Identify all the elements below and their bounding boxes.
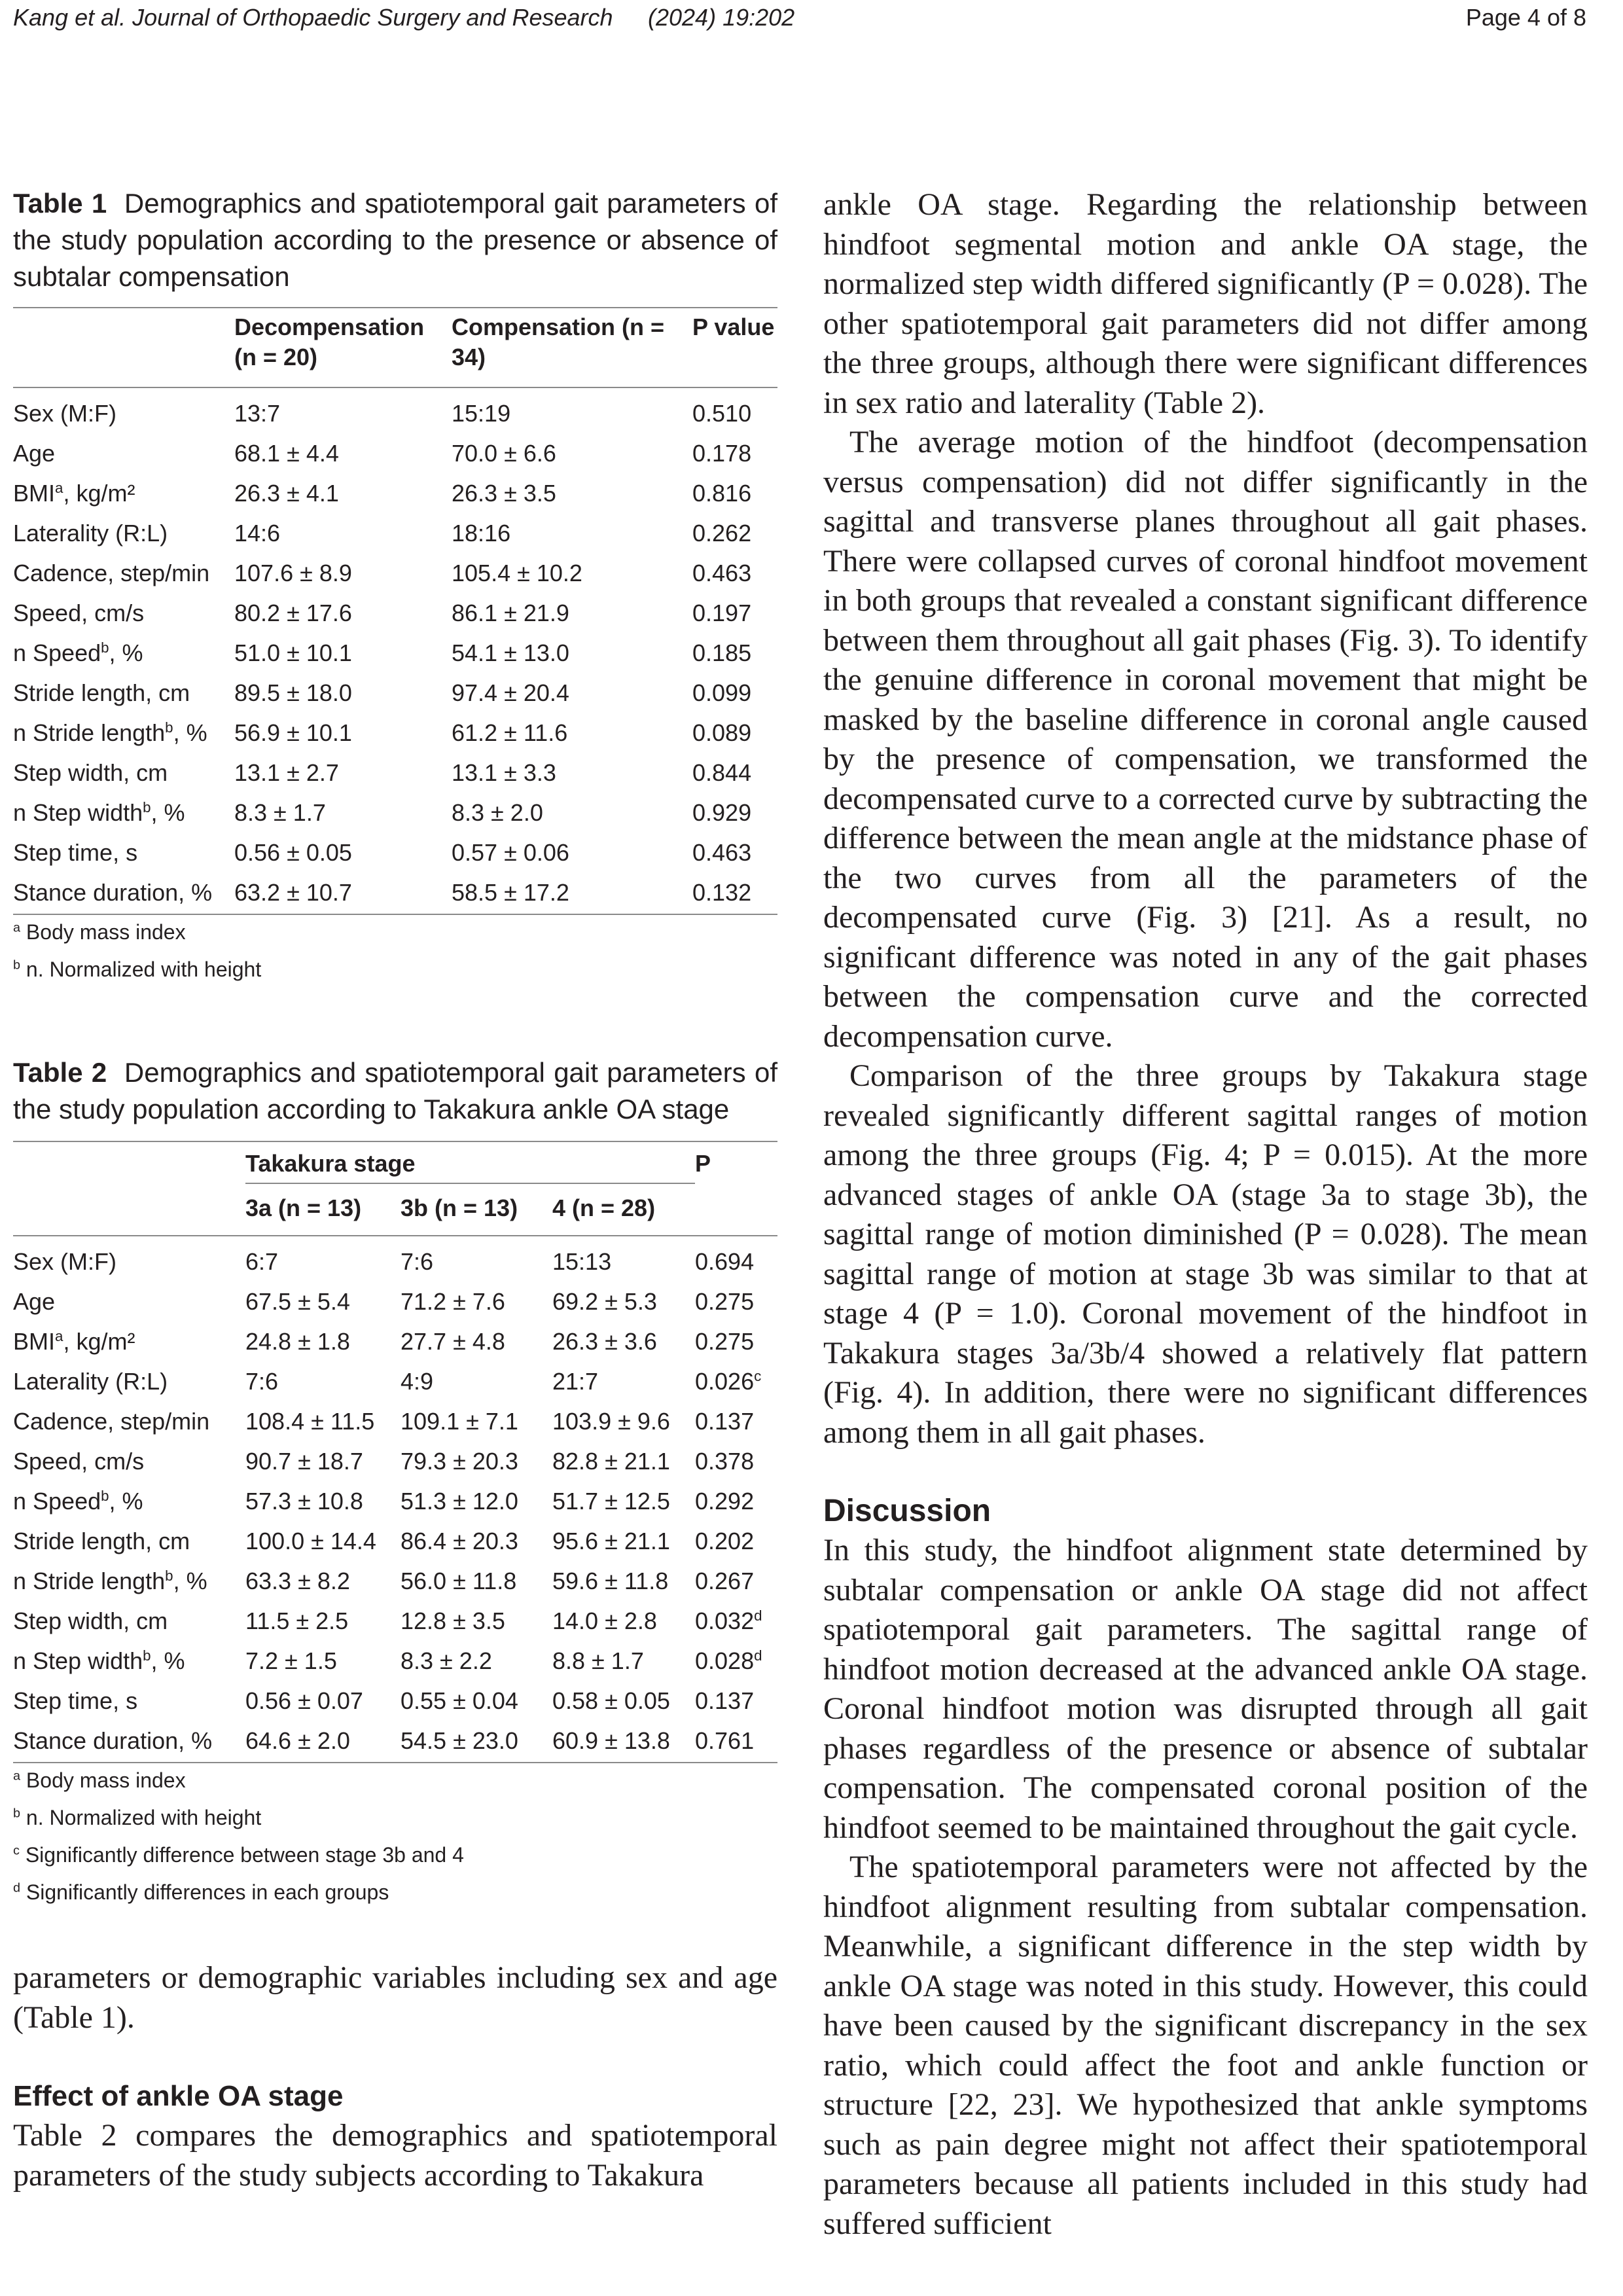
table1-row [13,473,777,513]
running-head-journal: Kang et al. Journal of Orthopaedic Surgery and Research [13,4,613,31]
footnote-text: Significantly difference between stage 3b and 4 [25,1843,464,1867]
table1-cell-a: 80.2 ± 17.6 [234,600,352,626]
table1-x-param-cell [13,473,234,513]
table1-cell-p [692,753,777,793]
table1-x-param-cell [13,633,234,673]
table1-row [13,513,777,553]
table2-cell-a: 64.6 ± 2.0 [245,1727,350,1754]
table1-cell-a: 63.2 ± 10.7 [234,879,352,906]
table2-cell-b: 4:9 [401,1368,434,1395]
table2-x-param-cell [13,1361,245,1401]
footnote-text: Significantly differences in each groups [26,1880,389,1904]
table1-cell-b: 70.0 ± 6.6 [452,440,556,467]
table1-cell-a: 13:7 [234,400,281,427]
table2-footnote [13,1837,777,1874]
p-value: 0.844 [692,759,752,786]
table2-cell-a: 57.3 ± 10.8 [245,1488,363,1515]
table2-cell-c: 14.0 ± 2.8 [552,1607,657,1634]
p-value: 0.137 [695,1687,755,1714]
table2-cell-b: 79.3 ± 20.3 [401,1448,518,1475]
table1-cell-a: 13.1 ± 2.7 [234,759,339,786]
table2-cell-c: 95.6 ± 21.1 [552,1528,670,1554]
table2-x-param-cell [13,1236,245,1282]
table2-cell-a: 11.5 ± 2.5 [245,1607,349,1634]
footnote-mark: b [13,1806,21,1821]
left-continuation-paragraph: parameters or demographic variables including sex and age (Table 1). [13,1960,777,2035]
table2-cell-b: 51.3 ± 12.0 [401,1488,518,1515]
p-value: 0.463 [692,839,752,866]
param-name: n Step width [13,1647,143,1674]
param-unit: , % [151,1647,185,1674]
table2-cell-p [695,1361,777,1401]
table1-cell-b: 15:19 [452,400,511,427]
table1-cell-b: 0.57 ± 0.06 [452,839,569,866]
table2-x-param-cell [13,1601,245,1641]
p-value: 0.132 [692,879,752,906]
param-name: Stance duration, % [13,879,213,906]
table2-row [13,1441,777,1481]
table1-col-header-compensation: Compensation (n = 34) [452,314,665,370]
table1-x-param-cell [13,833,234,872]
table2-cell-c: 82.8 ± 21.1 [552,1448,670,1475]
table1-cell-p [692,713,777,753]
table2-body [13,1236,777,1762]
param-unit: , % [109,639,143,666]
table1-cell-p [692,633,777,673]
table2-cell-p [695,1401,777,1441]
table2-x-param-cell [13,1641,245,1681]
param-name: Age [13,440,56,467]
table2-cell-p [695,1441,777,1481]
left-column [13,185,777,2195]
table2-x-param-cell [13,1321,245,1361]
p-value: 0.510 [692,400,752,427]
footnote-marker: b [101,1488,109,1504]
param-unit: , kg/m² [63,1328,135,1355]
table1-cell-b: 105.4 ± 10.2 [452,560,582,586]
table1-caption [13,185,777,295]
table1-cell-a: 89.5 ± 18.0 [234,679,352,706]
paragraph-discussion-summary: In this study, the hindfoot alignment state determined by subtalar compensation or ankle OA stage did not affect spatiotemporal gait parameters. The sagittal range of hindfoot motion decreased at the advanced ankle OA stage. Coronal hindfoot motion was disrupted through all gait phases regardless of the presence or absence of subtalar compensation. The compensated coronal position of the hindfoot seemed to be maintained throughout the gait cycle. [823,1533,1588,1845]
table1 [13,308,777,914]
table2-subheader-row [13,1183,777,1236]
paragraph-spatiotemporal: The spatiotemporal parameters were not affected by the hindfoot alignment resulting from subtalar compensation. Meanwhile, a significant difference in the step width by ankle OA stage was noted in this study. However, this could have been caused by the significant discrepancy in the sex ratio, which could affect the foot and ankle function or structure [22, 23]. We hypothesized that ankle symptoms such as pain degree might not affect their spatiotemporal parameters because all patients included in this study had suffered sufficient [823,1850,1588,2241]
param-name: Speed, cm/s [13,600,145,626]
param-unit: , kg/m² [63,480,135,507]
table2-x-param-cell [13,1282,245,1321]
table2-cell-a: 63.3 ± 8.2 [245,1568,350,1594]
table1-row [13,553,777,593]
table2-cell-b: 27.7 ± 4.8 [401,1328,505,1355]
table1-row [13,753,777,793]
p-value: 0.099 [692,679,752,706]
p-footnote-marker: c [754,1368,762,1384]
table1-cell-b: 58.5 ± 17.2 [452,879,569,906]
footnote-marker: b [143,1647,151,1664]
table1-cell-p [692,793,777,833]
param-name: Step time, s [13,839,138,866]
p-value: 0.026 [695,1368,755,1395]
p-value: 0.089 [692,719,752,746]
p-value: 0.028 [695,1647,755,1674]
table2-row [13,1681,777,1721]
table2-row [13,1521,777,1561]
table1-cell-p [692,553,777,593]
footnote-mark: d [13,1880,21,1895]
page-number: Page 4 of 8 [1465,4,1586,31]
table1-x-param-cell [13,387,234,433]
table2-cell-c: 60.9 ± 13.8 [552,1727,670,1754]
footnote-text: Body mass index [26,1768,186,1792]
table1-cell-p [692,833,777,872]
param-name: n Stride length [13,1568,166,1594]
table2-x-param-cell [13,1721,245,1762]
table1-row [13,833,777,872]
table1-x-param-cell [13,753,234,793]
table2-group-header-row [13,1142,777,1183]
table2-row [13,1401,777,1441]
param-unit: , % [151,799,185,826]
table2-cell-a: 100.0 ± 14.4 [245,1528,376,1554]
table2-x-param-cell [13,1401,245,1441]
table2-cell-c: 26.3 ± 3.6 [552,1328,657,1355]
table2-cell-a: 108.4 ± 11.5 [245,1408,375,1435]
param-name: Stance duration, % [13,1727,213,1754]
table1-row [13,433,777,473]
param-name: n Step width [13,799,143,826]
table2-row [13,1282,777,1321]
table2-cell-p [695,1641,777,1681]
table1-col-header-param [13,308,234,387]
table1-cell-a: 14:6 [234,520,281,547]
table1-cell-p [692,433,777,473]
param-name: BMI [13,1328,56,1355]
footnote-mark: b [13,958,21,973]
table2-row [13,1601,777,1641]
table1-footnote [13,951,777,988]
table1-x-param-cell [13,433,234,473]
table2-cell-p [695,1236,777,1282]
footnote-mark: c [13,1843,20,1858]
table1-x-param-cell [13,593,234,633]
table2-cell-c: 69.2 ± 5.3 [552,1288,657,1315]
table2-cell-c: 103.9 ± 9.6 [552,1408,670,1435]
table2-row [13,1641,777,1681]
param-name: Cadence, step/min [13,560,210,586]
page-header [13,4,1586,41]
p-value: 0.463 [692,560,752,586]
table1-cell-b: 8.3 ± 2.0 [452,799,543,826]
table2-cell-c: 59.6 ± 11.8 [552,1568,669,1594]
footnote-marker: b [101,639,109,656]
param-name: BMI [13,480,56,507]
footnote-text: n. Normalized with height [26,958,262,981]
discussion-heading: Discussion [823,1494,991,1528]
table2-cell-p [695,1321,777,1361]
table1-x-param-cell [13,673,234,713]
table2-x-param-cell [13,1441,245,1481]
footnote-text: n. Normalized with height [26,1806,262,1829]
footnote-mark: a [13,920,21,935]
table2-cell-p [695,1681,777,1721]
table2-cell-a: 67.5 ± 5.4 [245,1288,350,1315]
table1-x-param-cell [13,872,234,914]
table1-header-row [13,308,777,387]
table2-row [13,1561,777,1601]
table1-cell-a: 26.3 ± 4.1 [234,480,339,507]
table1-cell-b: 18:16 [452,520,511,547]
table1-row [13,633,777,673]
subheading-effect-of-ankle-oa-stage: Effect of ankle OA stage [13,2080,344,2112]
left-paragraph-table2: Table 2 compares the demographics and spatiotemporal parameters of the study subjects according to Takakura [13,2118,777,2193]
table2-cell-a: 6:7 [245,1248,279,1275]
param-name: Sex (M:F) [13,1248,116,1275]
table2-cell-b: 7:6 [401,1248,434,1275]
table2-caption-text: Demographics and spatiotemporal gait parameters of the study population according to Takakura ankle OA stage [13,1057,777,1124]
table1-col-header-pvalue: P value [692,314,775,340]
table1-cell-p [692,593,777,633]
table1-cell-b: 97.4 ± 20.4 [452,679,569,706]
table1-cell-p [692,387,777,433]
table2-cell-b: 0.55 ± 0.04 [401,1687,518,1714]
running-head-citation: (2024) 19:202 [648,4,795,31]
param-unit: , % [109,1488,143,1515]
p-value: 0.032 [695,1607,755,1634]
p-value: 0.292 [695,1488,755,1515]
p-value: 0.178 [692,440,752,467]
table2-row [13,1236,777,1282]
table2-cell-a: 90.7 ± 18.7 [245,1448,363,1475]
p-value: 0.275 [695,1328,755,1355]
param-name: Sex (M:F) [13,400,116,427]
table2-x-param-cell [13,1561,245,1601]
p-value: 0.378 [695,1448,755,1475]
p-value: 0.197 [692,600,752,626]
table2-col-header-3b: 3b (n = 13) [401,1183,552,1236]
table2-cell-a: 0.56 ± 0.07 [245,1687,363,1714]
footnote-marker: b [165,1568,173,1584]
table1-row [13,387,777,433]
table2-cell-a: 7.2 ± 1.5 [245,1647,337,1674]
table2-cell-c: 0.58 ± 0.05 [552,1687,670,1714]
p-value: 0.816 [692,480,752,507]
table2-row [13,1481,777,1521]
table1-x-param-cell [13,793,234,833]
table1-cell-b: 61.2 ± 11.6 [452,719,568,746]
table2-cell-b: 8.3 ± 2.2 [401,1647,492,1674]
table2-cell-a: 7:6 [245,1368,279,1395]
p-value: 0.275 [695,1288,755,1315]
table2-cell-p [695,1721,777,1762]
table1-row [13,793,777,833]
paragraph-average-motion: The average motion of the hindfoot (decompensation versus compensation) did not differ significantly in the sagittal and transverse planes throughout all gait phases. There were collapsed curves of coronal hindfoot movement in both groups that revealed a constant significant difference between them throughout all gait phases (Fig. 3). To identify the genuine difference in coronal movement that might be masked by the baseline difference in coronal angle caused by the presence of compensation, we transformed the decompensated curve to a corrected curve by subtracting the difference between the mean angle at the midstance phase of the two curves from all the parameters of the decompensated curve (Fig. 3) [21]. As a result, no significant difference was noted in any of the gait phases between the compensation curve and the corrected decompensation curve. [823,425,1588,1054]
table2-caption [13,1054,777,1128]
table2-cell-p [695,1481,777,1521]
table2-col-header-4: 4 (n = 28) [552,1183,695,1236]
table2-cell-p [695,1561,777,1601]
p-value: 0.185 [692,639,752,666]
table2-cell-c: 21:7 [552,1368,599,1395]
table2-cell-b: 56.0 ± 11.8 [401,1568,517,1594]
table1-cell-a: 68.1 ± 4.4 [234,440,339,467]
p-value: 0.694 [695,1248,755,1275]
table2-footnotes [13,1762,777,1911]
table1-cell-a: 51.0 ± 10.1 [234,639,352,666]
table2-cell-p [695,1282,777,1321]
footnote-mark: a [13,1768,21,1784]
table1-row [13,593,777,633]
table1-row [13,713,777,753]
table2-row [13,1321,777,1361]
table1-row [13,872,777,914]
table2-cell-b: 54.5 ± 23.0 [401,1727,518,1754]
table1-row [13,673,777,713]
table2-footnote [13,1874,777,1911]
param-name: Speed, cm/s [13,1448,145,1475]
table1-label: Table 1 [13,188,107,219]
table2-row [13,1361,777,1401]
param-name: Stride length, cm [13,1528,190,1554]
table2-cell-b: 12.8 ± 3.5 [401,1607,505,1634]
table2-cell-c: 8.8 ± 1.7 [552,1647,644,1674]
table1-cell-a: 0.56 ± 0.05 [234,839,352,866]
table2-group-header: Takakura stage [245,1150,416,1177]
table1-cell-a: 56.9 ± 10.1 [234,719,352,746]
table2 [13,1142,777,1762]
table2-x-param-cell [13,1681,245,1721]
table1-footnote [13,914,777,951]
p-value: 0.202 [695,1528,755,1554]
table1-cell-b: 86.1 ± 21.9 [452,600,569,626]
p-value: 0.761 [695,1727,755,1754]
p-value: 0.262 [692,520,752,547]
table1-cell-p [692,473,777,513]
table2-cell-b: 71.2 ± 7.6 [401,1288,505,1315]
p-value: 0.267 [695,1568,755,1594]
footnote-marker: b [165,719,173,736]
table1-x-param-cell [13,513,234,553]
param-name: Step width, cm [13,1607,168,1634]
table2-p-header: P [695,1150,711,1177]
table2-cell-a: 24.8 ± 1.8 [245,1328,350,1355]
table1-cell-a: 8.3 ± 1.7 [234,799,326,826]
table1-caption-text: Demographics and spatiotemporal gait parameters of the study population according to the presence or absence of subtalar compensation [13,188,777,292]
table2-x-param-cell [13,1521,245,1561]
footnote-text: Body mass index [26,920,186,944]
param-name: Step time, s [13,1687,138,1714]
table1-cell-p [692,872,777,914]
table2-cell-b: 109.1 ± 7.1 [401,1408,518,1435]
param-name: n Speed [13,1488,101,1515]
table1-cell-a: 107.6 ± 8.9 [234,560,352,586]
param-name: Age [13,1288,56,1315]
table1-cell-b: 26.3 ± 3.5 [452,480,556,507]
param-name: Laterality (R:L) [13,520,168,547]
param-name: Cadence, step/min [13,1408,210,1435]
table1-cell-p [692,673,777,713]
table2-cell-p [695,1521,777,1561]
table1-x-param-cell [13,713,234,753]
table1-body [13,387,777,914]
right-column [823,185,1588,2244]
footnote-marker: a [55,480,63,496]
param-name: Stride length, cm [13,679,190,706]
paragraph-takakura-comparison: Comparison of the three groups by Takakura stage revealed significantly different sagittal ranges of motion among the three groups (Fig. 4; P = 0.015). At the more advanced stages of ankle OA (stage 3a to stage 3b), the sagittal range of motion diminished (P = 0.028). The mean sagittal range of motion at stage 3b was similar to that at stage 4 (P = 1.0). Coronal movement of the hindfoot in Takakura stages 3a/3b/4 showed a relatively flat pattern (Fig. 4). In addition, there were no significant differences among them in all gait phases. [823,1058,1588,1450]
table1-cell-b: 13.1 ± 3.3 [452,759,556,786]
table1-cell-b: 54.1 ± 13.0 [452,639,569,666]
table2-footnote [13,1799,777,1837]
table2-cell-b: 86.4 ± 20.3 [401,1528,518,1554]
param-name: n Speed [13,639,101,666]
table1-cell-p [692,513,777,553]
p-value: 0.929 [692,799,752,826]
param-name: n Stride length [13,719,166,746]
table2-cell-p [695,1601,777,1641]
table2-cell-c: 15:13 [552,1248,612,1275]
param-name: Laterality (R:L) [13,1368,168,1395]
footnote-marker: a [55,1328,63,1344]
p-footnote-marker: d [754,1647,762,1664]
table2-row [13,1721,777,1762]
table2-x-param-cell [13,1481,245,1521]
table1-col-header-decompensation: Decompensation (n = 20) [234,314,425,370]
footnote-marker: b [143,799,151,816]
param-name: Step width, cm [13,759,168,786]
param-unit: , % [173,719,207,746]
table2-label: Table 2 [13,1057,107,1088]
table2-col-header-3a: 3a (n = 13) [245,1183,401,1236]
table1-x-param-cell [13,553,234,593]
param-unit: , % [173,1568,207,1594]
table2-cell-c: 51.7 ± 12.5 [552,1488,670,1515]
paragraph-ankle-oa-stage: ankle OA stage. Regarding the relationship between hindfoot segmental motion and ankle OA stage, the normalized step width differed significantly (P = 0.028). The other spatiotemporal gait parameters did not differ among the three groups, although there were significant differences in sex ratio and laterality (Table 2). [823,187,1588,420]
table2-footnote [13,1762,777,1799]
p-footnote-marker: d [754,1607,762,1624]
p-value: 0.137 [695,1408,755,1435]
table1-footnotes [13,914,777,988]
